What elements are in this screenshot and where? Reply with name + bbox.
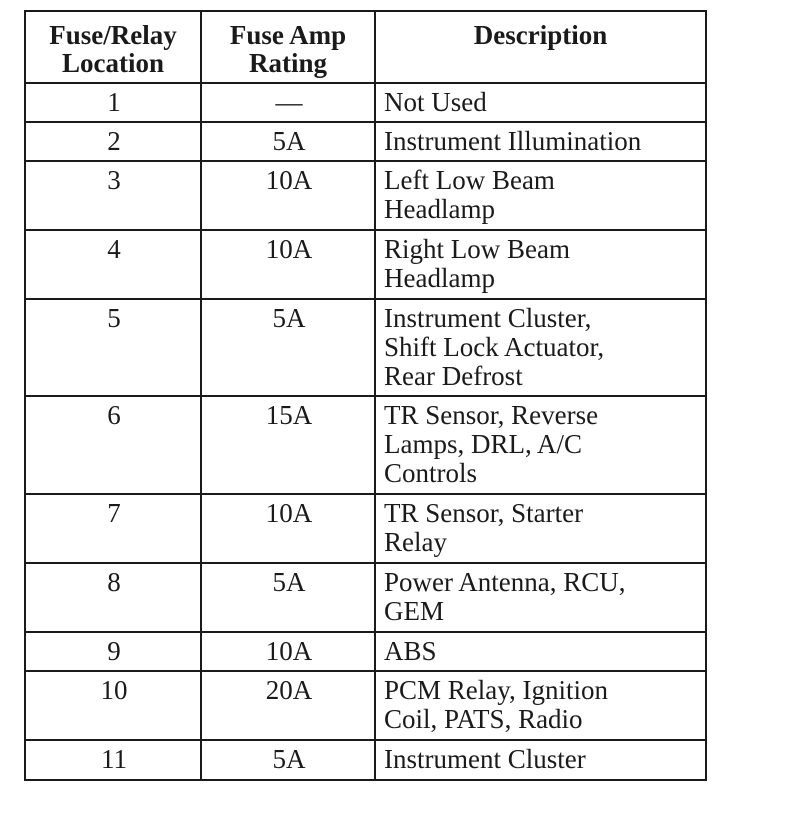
header-amp-line-1: Fuse Amp: [229, 20, 347, 50]
table-header: [25, 11, 706, 83]
description-line: Lamps, DRL, A/C: [384, 429, 583, 459]
description-line: PCM Relay, Ignition: [384, 675, 609, 705]
table-row: [25, 494, 706, 563]
description-line: Instrument Illumination: [384, 126, 642, 156]
header-description: [375, 11, 706, 83]
description-line: Right Low Beam: [384, 234, 570, 264]
header-amp-line-2: Rating: [248, 48, 327, 78]
table-row: [25, 632, 706, 671]
description-line: Headlamp: [384, 263, 495, 293]
table-row: [25, 563, 706, 632]
description-line: ABS: [384, 636, 437, 666]
cell-amp-rating: 5A: [201, 563, 375, 632]
header-location-line-1: Fuse/Relay: [49, 20, 177, 50]
cell-description: [375, 740, 706, 780]
cell-location: 10: [25, 671, 201, 740]
table-row: [25, 396, 706, 494]
table-row: [25, 671, 706, 740]
description-line: TR Sensor, Starter: [384, 498, 584, 528]
fuse-relay-table: [24, 10, 707, 781]
cell-description: [375, 299, 706, 396]
cell-description: [375, 671, 706, 740]
description-line: Coil, PATS, Radio: [384, 704, 583, 734]
description-line: Power Antenna, RCU,: [384, 567, 626, 597]
cell-location: 11: [25, 740, 201, 780]
cell-amp-rating: 5A: [201, 299, 375, 396]
cell-location: 6: [25, 396, 201, 494]
cell-description: [375, 122, 706, 161]
description-line: Controls: [384, 458, 478, 488]
cell-amp-rating: 20A: [201, 671, 375, 740]
table-row: [25, 122, 706, 161]
cell-location: 2: [25, 122, 201, 161]
cell-amp-rating: 5A: [201, 740, 375, 780]
cell-description: [375, 230, 706, 299]
table-row: [25, 161, 706, 230]
cell-location: 4: [25, 230, 201, 299]
table-row: [25, 740, 706, 780]
cell-amp-rating: —: [201, 83, 375, 122]
cell-description: [375, 632, 706, 671]
cell-description: [375, 83, 706, 122]
description-line: TR Sensor, Reverse: [384, 400, 599, 430]
header-location-line-2: Location: [61, 48, 164, 78]
cell-location: 1: [25, 83, 201, 122]
cell-amp-rating: 10A: [201, 494, 375, 563]
description-line: Instrument Cluster: [384, 744, 586, 774]
cell-location: 7: [25, 494, 201, 563]
cell-amp-rating: 10A: [201, 161, 375, 230]
table-row: [25, 83, 706, 122]
cell-location: 9: [25, 632, 201, 671]
cell-amp-rating: 15A: [201, 396, 375, 494]
description-line: Instrument Cluster,: [384, 303, 592, 333]
cell-location: 3: [25, 161, 201, 230]
description-line: Headlamp: [384, 194, 495, 224]
description-line: GEM: [384, 596, 444, 626]
header-location: [25, 11, 201, 83]
header-row: [25, 11, 706, 83]
cell-description: [375, 396, 706, 494]
cell-amp-rating: 10A: [201, 632, 375, 671]
description-line: Not Used: [384, 87, 487, 117]
table-body: [25, 83, 706, 780]
cell-amp-rating: 10A: [201, 230, 375, 299]
cell-description: [375, 494, 706, 563]
cell-description: [375, 563, 706, 632]
description-line: Shift Lock Actuator,: [384, 332, 605, 362]
table-row: [25, 230, 706, 299]
cell-description: [375, 161, 706, 230]
cell-location: 8: [25, 563, 201, 632]
description-line: Left Low Beam: [384, 165, 555, 195]
cell-amp-rating: 5A: [201, 122, 375, 161]
description-line: Rear Defrost: [384, 361, 523, 391]
header-description-line-1: Description: [473, 20, 608, 50]
header-amp-rating: [201, 11, 375, 83]
description-line: Relay: [384, 527, 447, 557]
table-row: [25, 299, 706, 396]
cell-location: 5: [25, 299, 201, 396]
